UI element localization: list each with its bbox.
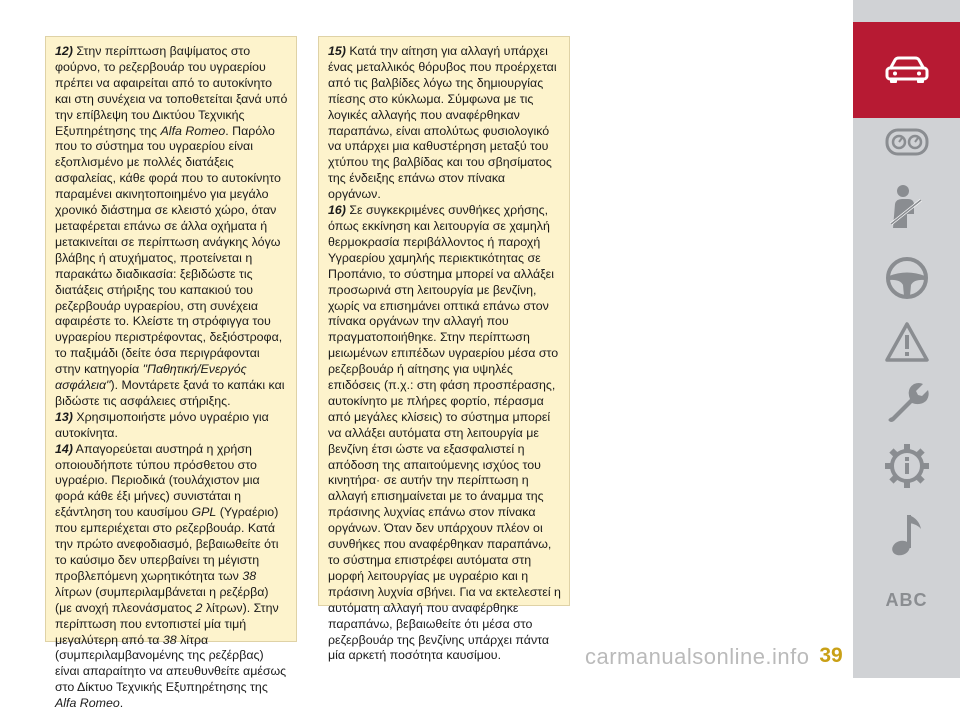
notes-column-right [318,36,570,663]
brand-name: Alfa Romeo [55,696,120,711]
note-12 [55,44,288,410]
note-16 [328,203,561,664]
chapter-tab-car-active[interactable] [853,22,960,118]
capacity-value: 38 [242,568,257,583]
dashboard-gauges-icon[interactable] [853,122,960,162]
note-text: Χρησιμοποιήστε μόνο υγραέριο για αυτοκίνητα. [55,409,269,440]
chapter-sidebar [853,0,960,678]
note-number: 12) [55,44,73,58]
note-text: Απαγορεύεται αυστηρά η χρήση οποιουδήποτε τύπου πρόσθετου στο υγραέριο. Περιοδικά (τουλάχιστον μια φορά κάθε έξι μήνες) συνιστάται η εξάντληση του καυσίμου [55,441,260,520]
fuel-type: GPL [191,505,217,520]
note-text: (Υγραέριο) που εμπεριέχεται στο ρεζερβουάρ. Κατά την πρώτο ανεφοδιασμό, βεβαιωθείτε ότι το καύσιμο δεν υπερβαίνει τη μέγιστη προβλεπόμενη χωρητικότητα των [55,505,279,583]
notes-column-left [45,36,297,711]
steering-wheel-icon[interactable] [853,254,960,302]
note-text: λίτρων (συμπεριλαμβάνεται η ρεζέρβα) (με ανοχή πλεονάσματος [55,584,269,615]
capacity-value: 38 [162,632,177,647]
seatbelt-icon[interactable] [853,182,960,232]
note-number: 13) [55,409,73,424]
note-13 [55,410,288,442]
note-14 [55,442,288,712]
page-number: 39 [819,644,843,667]
note-number: 14) [55,441,73,456]
note-number: 16) [328,203,346,218]
brand-name: Alfa Romeo [160,123,226,138]
alphabetical-index-button[interactable]: ABC [885,589,928,610]
note-text: Σε συγκεκριμένες συνθήκες χρήσης, όπως εκκίνηση και λειτουργία σε χαμηλή θερμοκρασία περιβάλλοντος ή παροχή Υγραερίου χαμηλής περιεκτικότητας σε Προπάνιο, το σύστημα μπορεί να αλλάξει προσωρινά στη λειτουργία με βενζίνη, χωρίς να επισημάνει οπτικά επάνω στον πίνακα οργάνων την αλλαγή που πραγματοποιήθηκε. Στην περίπτωση μειωμένων επιπέδων υγραερίου μέσα στο ρεζερβουάρ ή αίτησης για υψηλές επιδόσεις (π.χ.: στη φάση προσπέρασης, αυτοκίνητο με πλήρες φορτίο, πέρασμα από μεγάλες κλίσεις) το σύστημα μπορεί να αλλάξει αυτόματα στη λειτουργία με βενζίνη έτσι ώστε να εξασφαλιστεί η απόδοση της απαιτούμενης ισχύος του κινητήρα· σε αυτήν την περίπτωση η αλλαγή επισημαίνεται με το άναμμα της πράσινης λυχνίας επάνω στον πίνακα οργάνων. Όταν δεν υπάρχουν πλέον οι συνθήκες που αναφέρθηκαν παραπάνω, το σύστημα επιστρέφει αυτόματα στη μορφή λειτουργίας με υγραέριο και η πράσινη λυχνία σβήνει. Για να εκτελεστεί η αυτόματη αλλαγή που αναφέρθηκε παραπάνω, βεβαιωθείτε ότι μέσα στο ρεζερβουάρ της βενζίνης υπάρχει πάντα μία αρκετή ποσότητα καυσίμου. [328,203,561,663]
note-text: ). Μοντάρετε ξανά το καπάκι και βιδώστε τις ασφάλειες στήριξης. [55,378,285,408]
gear-info-icon[interactable] [853,442,960,490]
car-icon [853,22,960,118]
music-note-icon[interactable] [853,510,960,558]
note-text: . [119,696,124,711]
note-number: 15) [328,44,346,58]
note-text: Κατά την αίτηση για αλλαγή υπάρχει ένας μεταλλικός θόρυβος που προέρχεται από τις βαλβίδες λόγω της δημιουργίας πίεσης στο κύκλωμα. Σύμφωνα με τις λογικές αλλαγής που αναφέρθηκαν παραπάνω, είναι απολύτως φυσιολογικό να υπάρχει μια καθυστέρηση μεταξύ του χτύπου της βαλβίδας και του σβησίματος της ένδειξης επάνω στον πίνακα οργάνων. [328,44,557,202]
note-text: λίτρα (συμπεριλαμβανομένης της ρεζέρβας) είναι απαραίτητο να απευθυνθείτε αμέσως στο Δίκτυο Τεχνικής Εξυπηρέτησης της [55,632,287,695]
wrench-icon[interactable] [853,378,960,426]
note-15 [328,44,561,203]
note-text: λίτρων). Στην περίπτωση που εντοπιστεί μία τιμή μεγαλύτερη από τα [55,600,279,647]
warning-triangle-icon[interactable] [853,318,960,366]
watermark: carmanualsonline.info [585,644,810,669]
note-text: . Παρόλο που το σύστημα του υγραερίου είναι εξοπλισμένο με πολλές διατάξεις ασφαλείας, κάθε φορά που το αυτοκίνητο παραμένει ακινητοποιημένο για μεγάλο χρονικό διάστημα σε κλειστό χώρο, όταν μεταφέρεται επάνω σε άλλα οχήματα ή μετακινείται σε περίπτωση ανάγκης λόγω βλάβης ή ατυχήματος, προτείνεται η παρακάτω διαδικασία: ξεβιδώστε τις διατάξεις στήριξης του καπακιού του ρεζερβουάρ υγραερίου, στη συνέχεια αφαιρέστε το. Κλείστε τη στρόφιγγα του υγραερίου περιστρέφοντας, δεξιόστροφα, το παξιμάδι (δείτε όσα περιγράφονται στην κατηγορία [55,123,283,377]
note-text: Στην περίπτωση βαψίματος στο φούρνο, το ρεζερβουάρ του υγραερίου πρέπει να αφαιρείται από το αυτοκίνητο και στη συνέχεια να τοποθετείται ξανά υπό την επίβλεψη του Δικτύου Τεχνικής Εξυπηρέτησης της [55,44,288,138]
category-reference: "Παθητική/Ενεργός ασφάλεια" [55,362,247,393]
tolerance-value: 2 [195,600,203,615]
